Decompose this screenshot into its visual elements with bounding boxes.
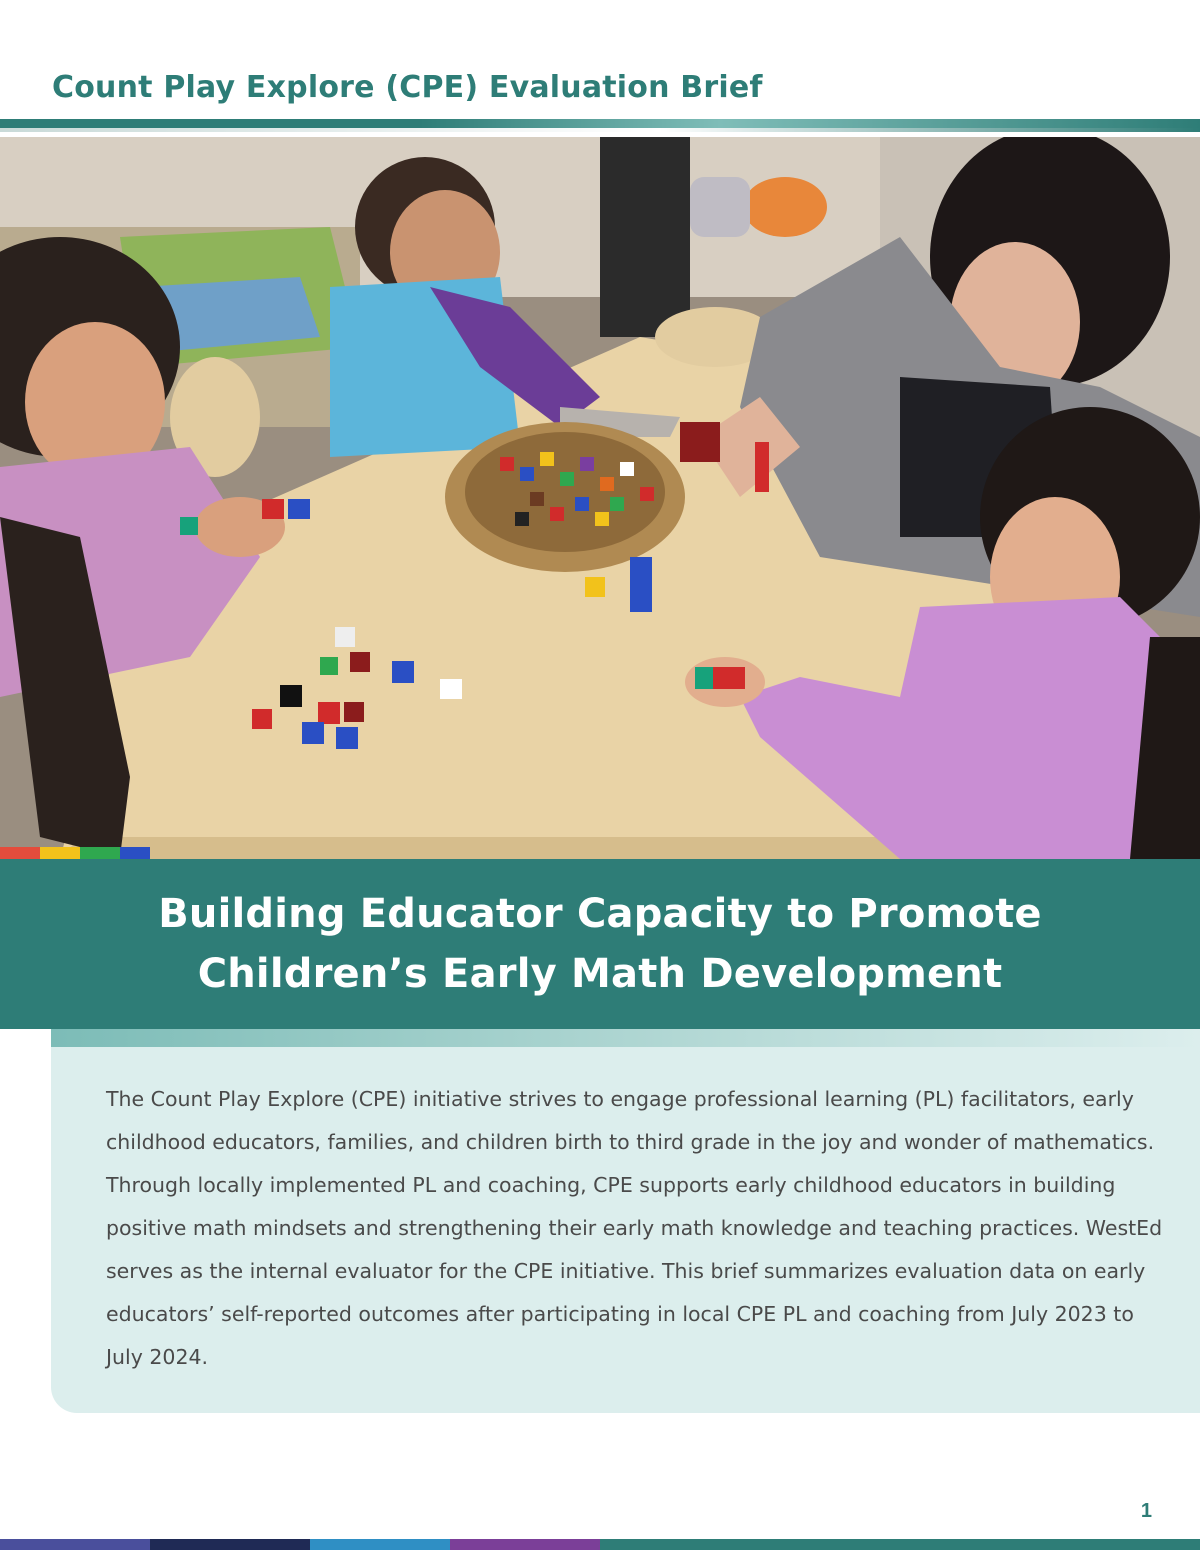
footer-segment-1 <box>0 1539 150 1550</box>
header-rule-accent <box>0 128 1200 132</box>
footer-segment-5 <box>600 1539 1200 1550</box>
page-number: 1 <box>1140 1500 1152 1522</box>
footer-segment-3 <box>310 1539 450 1550</box>
footer-color-bar <box>0 1539 1200 1550</box>
classroom-photo <box>0 137 1200 859</box>
brief-series-title: Count Play Explore (CPE) Evaluation Brief <box>52 70 763 105</box>
summary-paragraph: The Count Play Explore (CPE) initiative strives to engage professional learning (PL) facilitators, early childhood educators, families, and children birth to third grade in the joy and wonder of mathematics. Through locally implemented PL and coaching, CPE supports early childhood educators in building positive math mindsets and strengthening their early math knowledge and teaching practices. WestEd serves as the internal evaluator for the CPE initiative. This brief summarizes evaluation data on early educators’ self-reported outcomes after participating in local CPE PL and coaching from July 2023 to July 2024. <box>106 1087 1163 1369</box>
summary-box <box>51 1029 1200 1413</box>
header-rule <box>0 119 1200 128</box>
brief-title-line-1: Building Educator Capacity to Promote <box>158 891 1042 937</box>
footer-segment-2 <box>150 1539 310 1550</box>
title-band <box>0 859 1200 1029</box>
classroom-photo-illustration <box>0 137 1200 859</box>
brief-title-line-2: Children’s Early Math Development <box>197 951 1003 997</box>
summary-top-gradient <box>51 1029 1200 1047</box>
footer-segment-4 <box>450 1539 600 1550</box>
